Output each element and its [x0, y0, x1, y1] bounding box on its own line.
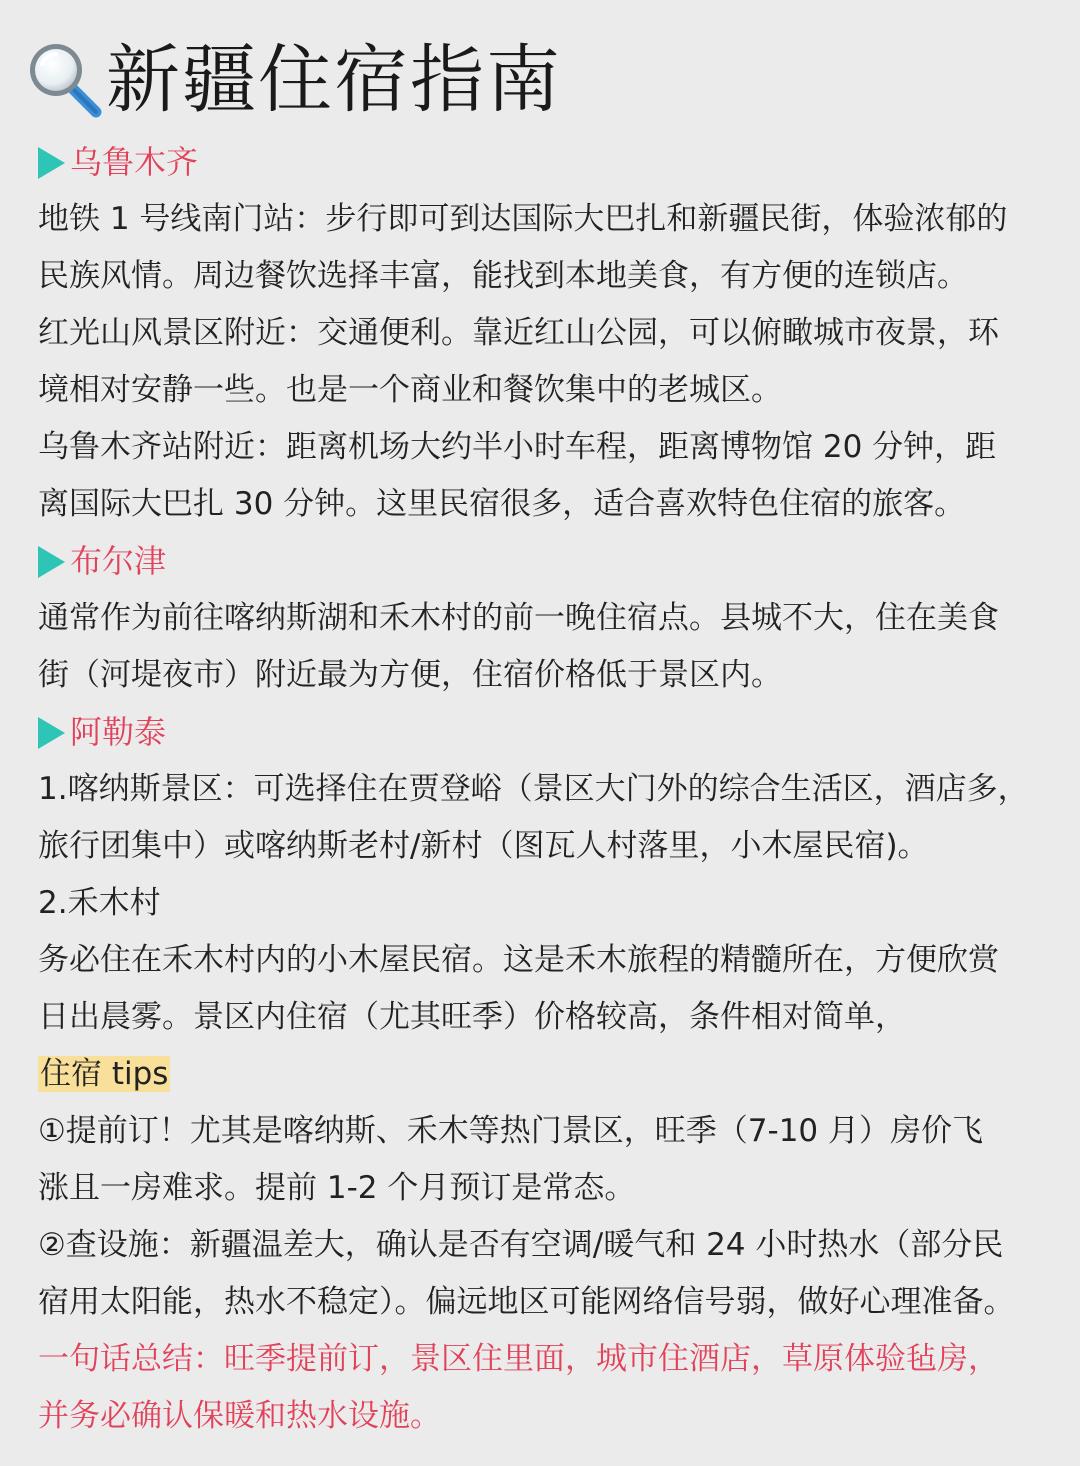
summary-line: 一句话总结：旺季提前订，景区住里面，城市住酒店，草原体验毡房， [38, 1341, 999, 1377]
tip-line: ①提前订！尤其是喀纳斯、禾木等热门景区，旺季（7-10 月）房价飞 [38, 1113, 983, 1149]
triangle-play-icon [38, 717, 65, 749]
paragraph-line: 境相对安静一些。也是一个商业和餐饮集中的老城区。 [38, 372, 782, 408]
tip-line: ②查设施：新疆温差大，确认是否有空调/暖气和 24 小时热水（部分民 [38, 1227, 1004, 1263]
tips-label: 住宿 tips [40, 1056, 169, 1092]
paragraph-line: 民族风情。周边餐饮选择丰富，能找到本地美食，有方便的连锁店。 [38, 258, 968, 294]
paragraph-line: 旅行团集中）或喀纳斯老村/新村（图瓦人村落里，小木屋民宿)。 [38, 828, 929, 864]
guide-content [38, 134, 1048, 1445]
paragraph-line: 1.喀纳斯景区：可选择住在贾登峪（景区大门外的综合生活区，酒店多， [38, 771, 1029, 807]
section-header-urumqi [38, 134, 1048, 191]
section-label: 乌鲁木齐 [70, 143, 199, 181]
paragraph-line: 通常作为前往喀纳斯湖和禾木村的前一晚住宿点。县城不大，住在美食 [38, 600, 999, 636]
paragraph-line: 务必住在禾木村内的小木屋民宿。这是禾木旅程的精髓所在，方便欣赏 [38, 942, 999, 978]
summary-line: 并务必确认保暖和热水设施。 [38, 1398, 441, 1434]
triangle-play-icon [38, 147, 65, 179]
tips-header [38, 1046, 1048, 1103]
paragraph-line: 日出晨雾。景区内住宿（尤其旺季）价格较高，条件相对简单， [38, 999, 906, 1035]
section-label: 阿勒泰 [70, 713, 167, 751]
paragraph-line: 红光山风景区附近：交通便利。靠近红山公园，可以俯瞰城市夜景，环 [38, 315, 999, 351]
section-header-burqin [38, 533, 1048, 590]
title-row [22, 30, 562, 130]
page-title: 新疆住宿指南 [106, 37, 562, 123]
paragraph-line: 2.禾木村 [38, 885, 161, 921]
triangle-play-icon [38, 546, 65, 578]
paragraph-line: 街（河堤夜市）附近最为方便，住宿价格低于景区内。 [38, 657, 782, 693]
section-label: 布尔津 [70, 542, 167, 580]
tip-line: 涨且一房难求。提前 1-2 个月预订是常态。 [38, 1170, 636, 1206]
tip-line: 宿用太阳能，热水不稳定）。偏远地区可能网络信号弱，做好心理准备。 [38, 1284, 1015, 1320]
magnifier-icon [22, 38, 106, 122]
paragraph-line: 乌鲁木齐站附近：距离机场大约半小时车程，距离博物馆 20 分钟，距 [38, 429, 997, 465]
section-header-altay [38, 704, 1048, 761]
paragraph-line: 离国际大巴扎 30 分钟。这里民宿很多，适合喜欢特色住宿的旅客。 [38, 486, 966, 522]
paragraph-line: 地铁 1 号线南门站：步行即可到达国际大巴扎和新疆民街，体验浓郁的 [38, 201, 1008, 237]
